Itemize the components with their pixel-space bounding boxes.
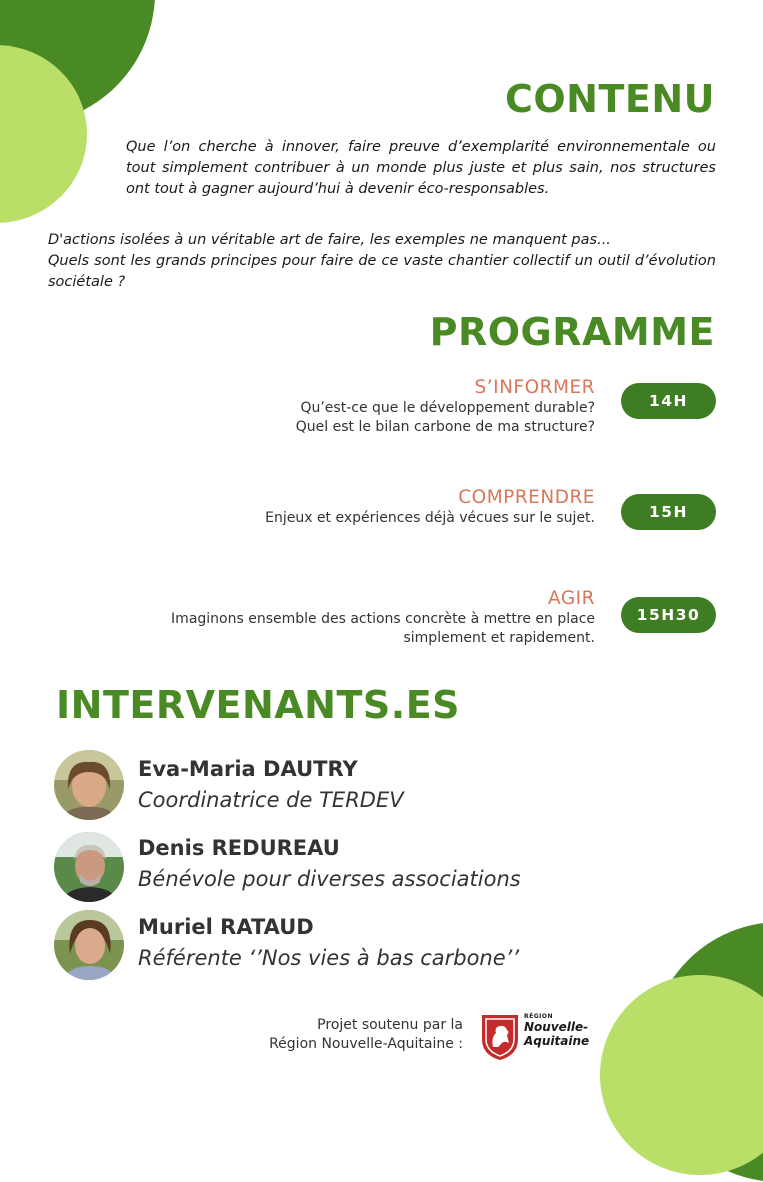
avatar	[54, 910, 124, 980]
question-paragraph	[48, 230, 716, 293]
programme-item-desc: simplement et rapidement.	[403, 630, 595, 646]
speaker-name: Denis REDUREAU	[138, 836, 340, 860]
programme-item-desc: Quel est le bilan carbone de ma structure?	[295, 419, 595, 435]
speaker-name: Eva-Maria DAUTRY	[138, 757, 358, 781]
programme-item-title: COMPRENDRE	[458, 487, 595, 508]
section-title-contenu: CONTENU	[504, 77, 715, 121]
support-line-1: Projet soutenu par la	[317, 1017, 463, 1033]
programme-item-title: AGIR	[548, 588, 595, 609]
section-title-intervenants: INTERVENANTS.ES	[56, 683, 461, 727]
support-line-2: Région Nouvelle-Aquitaine :	[269, 1036, 463, 1052]
speaker-name: Muriel RATAUD	[138, 915, 314, 939]
avatar	[54, 832, 124, 902]
question-line-1: D'actions isolées à un véritable art de faire, les exemples ne manquent pas...	[48, 232, 611, 248]
programme-item-comprendre	[265, 487, 595, 528]
programme-item-informer	[296, 377, 595, 437]
time-badge: 15H30	[621, 597, 716, 633]
logo-line-2: Aquitaine	[524, 1034, 590, 1048]
section-title-programme: PROGRAMME	[429, 310, 715, 354]
time-badge: 14H	[621, 383, 716, 419]
decorative-circle-light-bottom	[600, 975, 763, 1175]
programme-item-desc: Imaginons ensemble des actions concrète à mettre en place	[171, 611, 595, 627]
programme-item-title: S’INFORMER	[474, 377, 595, 398]
time-badge: 15H	[621, 494, 716, 530]
intro-paragraph: Que l’on cherche à innover, faire preuve d’exemplarité environnementale ou tout simplement contribuer à un monde plus juste et plus sain, nos structures ont tout à gagner aujourd’hui à devenir éco-responsables.	[126, 139, 716, 197]
region-logo	[480, 1013, 600, 1065]
programme-item-agir	[171, 588, 595, 648]
lion-shield-icon	[480, 1013, 520, 1061]
avatar	[54, 750, 124, 820]
logo-caption: RÉGION	[524, 1013, 553, 1020]
programme-item-desc: Qu’est-ce que le développement durable?	[300, 400, 595, 416]
programme-item-desc: Enjeux et expériences déjà vécues sur le sujet.	[265, 510, 595, 526]
support-text	[269, 1016, 463, 1054]
speaker-role: Référente ‘’Nos vies à bas carbone’’	[138, 946, 520, 970]
logo-text	[524, 1020, 589, 1048]
logo-line-1: Nouvelle-	[524, 1020, 589, 1034]
speaker-role: Bénévole pour diverses associations	[138, 867, 521, 891]
question-line-2: Quels sont les grands principes pour faire de ce vaste chantier collectif un outil d’évolution sociétale ?	[48, 253, 716, 290]
speaker-role: Coordinatrice de TERDEV	[138, 788, 404, 812]
